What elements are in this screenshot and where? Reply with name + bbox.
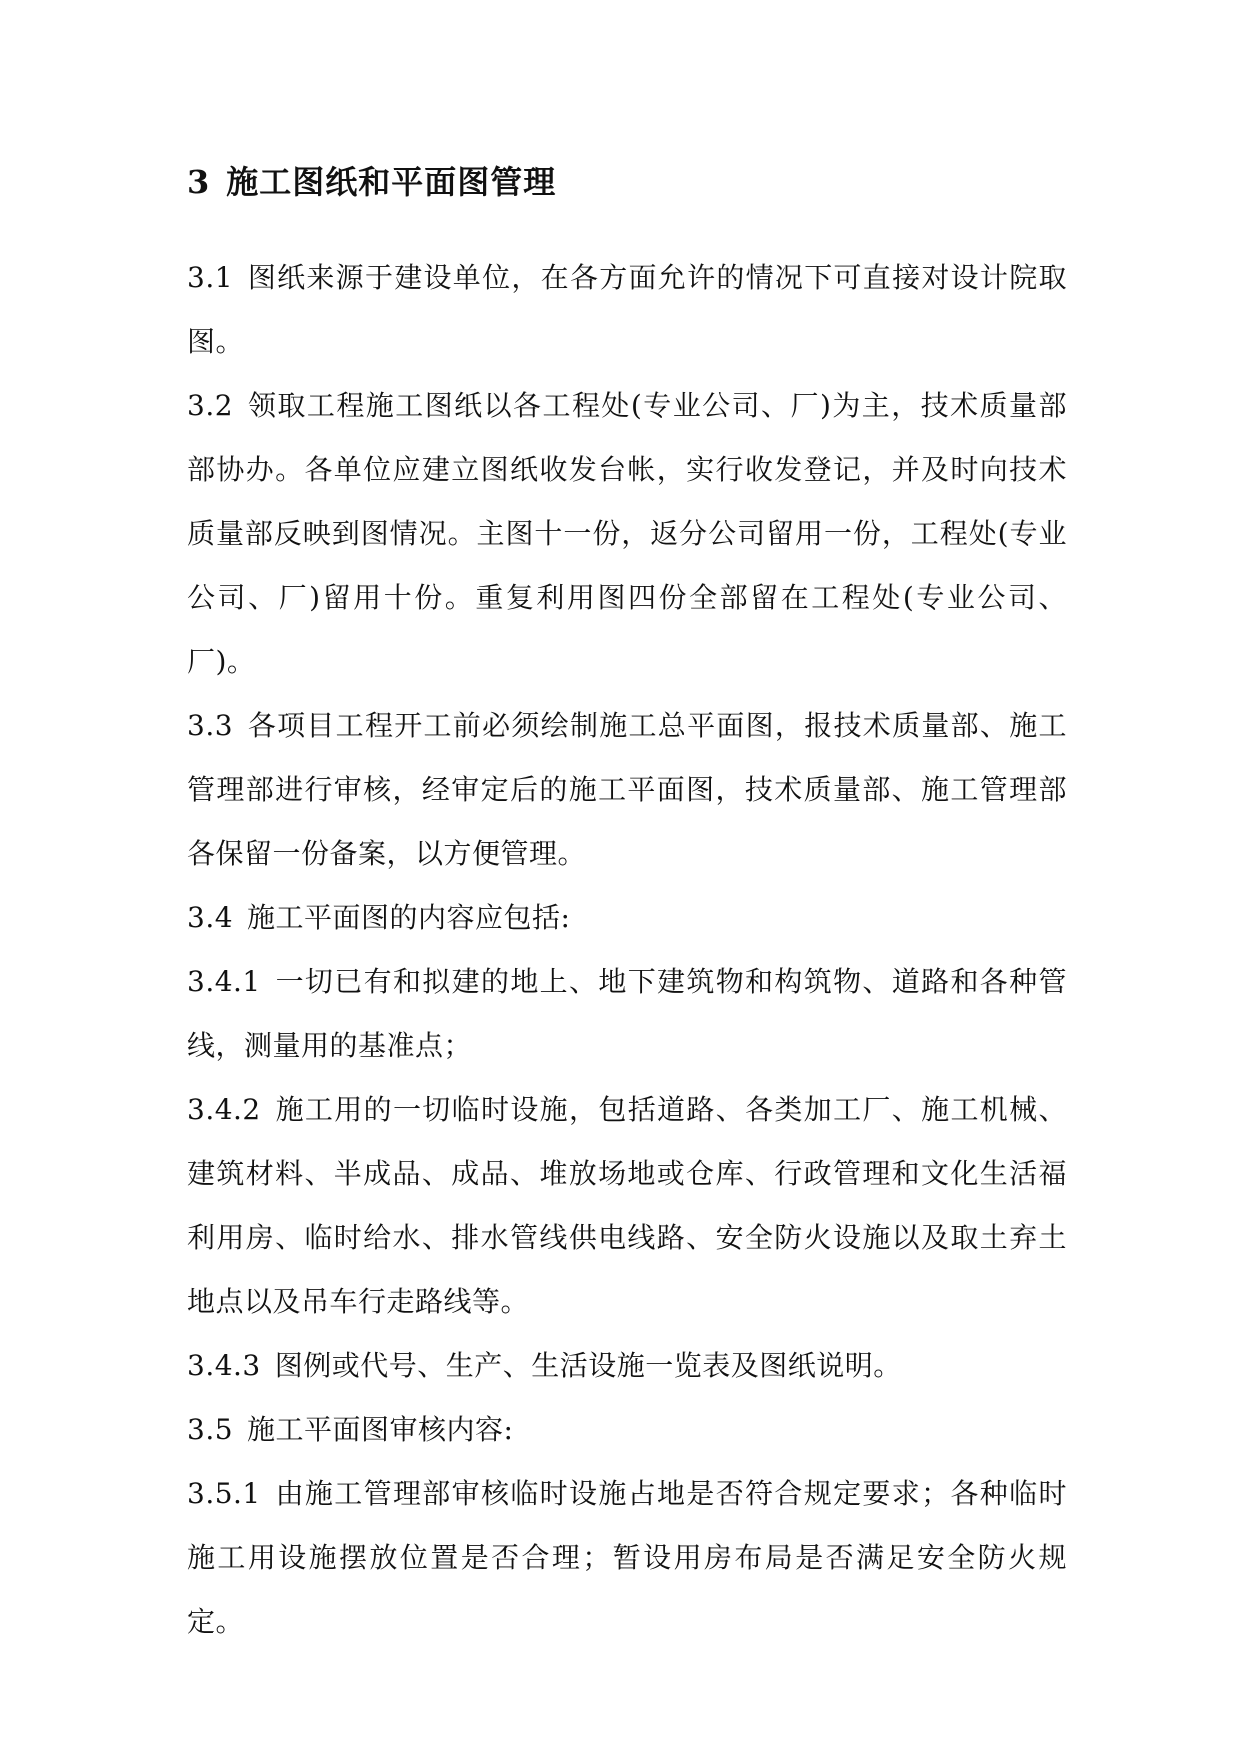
paragraph-text: 各项目工程开工前必须绘制施工总平面图，报技术质量部、施工管理部进行审核，经审定后的施工平面图，技术质量部、施工管理部各保留一份备案，以方便管理。 (187, 709, 1067, 870)
section-number: 3 (187, 163, 211, 201)
paragraph-3-2 (187, 374, 1067, 694)
paragraph-number: 3.4.1 (187, 965, 261, 998)
document-body (187, 246, 1067, 1654)
paragraph-3-5 (187, 1398, 1067, 1462)
paragraph-number: 3.4 (187, 901, 234, 934)
paragraph-number: 3.5 (187, 1413, 234, 1446)
section-heading (187, 160, 556, 204)
paragraph-text: 施工用的一切临时设施，包括道路、各类加工厂、施工机械、建筑材料、半成品、成品、堆放场地或仓库、行政管理和文化生活福利用房、临时给水、排水管线供电线路、安全防火设施以及取土弃土地点以及吊车行走路线等。 (187, 1093, 1067, 1318)
paragraph-text: 施工平面图的内容应包括: (247, 901, 571, 934)
paragraph-3-4 (187, 886, 1067, 950)
paragraph-number: 3.3 (187, 709, 234, 742)
paragraph-text: 施工平面图审核内容: (247, 1413, 514, 1446)
paragraph-3-1 (187, 246, 1067, 374)
section-title: 施工图纸和平面图管理 (226, 163, 557, 201)
paragraph-3-4-2 (187, 1078, 1067, 1334)
paragraph-number: 3.2 (187, 389, 234, 422)
paragraph-3-5-1 (187, 1462, 1067, 1654)
paragraph-3-4-1 (187, 950, 1067, 1078)
paragraph-text: 一切已有和拟建的地上、地下建筑物和构筑物、道路和各种管线，测量用的基准点； (187, 965, 1067, 1062)
paragraph-number: 3.5.1 (187, 1477, 261, 1510)
paragraph-text: 领取工程施工图纸以各工程处(专业公司、厂)为主，技术质量部部协办。各单位应建立图纸收发台帐，实行收发登记，并及时向技术质量部反映到图情况。主图十一份，返分公司留用一份，工程处(专业公司、厂)留用十份。重复利用图四份全部留在工程处(专业公司、厂)。 (187, 389, 1067, 678)
paragraph-text: 图纸来源于建设单位，在各方面允许的情况下可直接对设计院取图。 (187, 261, 1067, 358)
paragraph-number: 3.4.2 (187, 1093, 261, 1126)
paragraph-3-3 (187, 694, 1067, 886)
paragraph-text: 图例或代号、生产、生活设施一览表及图纸说明。 (274, 1349, 902, 1382)
paragraph-number: 3.1 (187, 261, 234, 294)
paragraph-number: 3.4.3 (187, 1349, 261, 1382)
paragraph-text: 由施工管理部审核临时设施占地是否符合规定要求；各种临时施工用设施摆放位置是否合理；暂设用房布局是否满足安全防火规定。 (187, 1477, 1067, 1638)
paragraph-3-4-3 (187, 1334, 1067, 1398)
